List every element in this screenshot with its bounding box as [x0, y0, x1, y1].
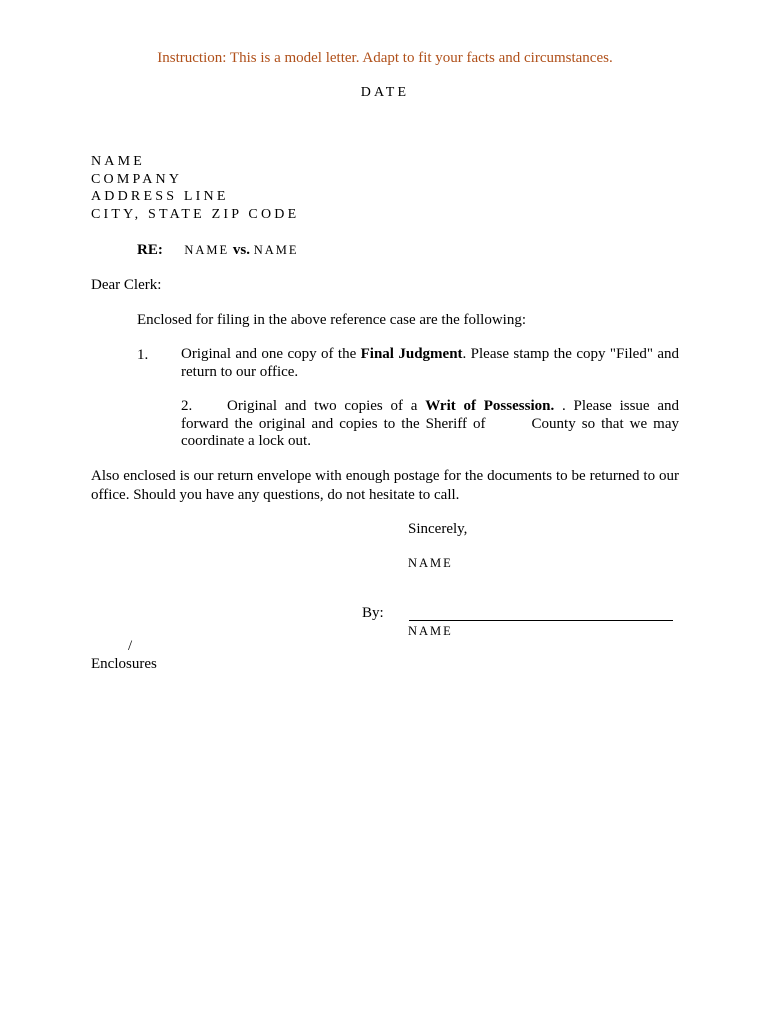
item-1-pre: Original and one copy of the: [181, 346, 361, 362]
re-party-1: NAME: [184, 243, 230, 257]
item-2-post-2: County so that we may coordinate a lock out.: [181, 415, 679, 449]
re-party-2: NAME: [253, 243, 299, 257]
sign-off: Sincerely,: [408, 521, 468, 537]
recipient-address: ADDRESS LINE: [91, 189, 229, 204]
item-1-post: . Please stamp the copy "Filed" and return to our office.: [181, 346, 679, 380]
recipient-company: COMPANY: [91, 172, 183, 187]
by-label: By:: [362, 605, 384, 621]
item-1-number: 1.: [137, 347, 149, 363]
instruction-note: Instruction: This is a model letter. Adapt to fit your facts and circumstances.: [157, 50, 613, 66]
item-1-text: [181, 346, 679, 381]
by-name: NAME: [408, 624, 453, 638]
signer-name: NAME: [408, 556, 453, 570]
initials-slash: /: [128, 638, 133, 654]
item-2-document: Writ of Possession.: [425, 398, 555, 414]
item-2-pre: Original and two copies of a: [227, 398, 426, 414]
item-2-post: . Please issue and forward the original and copies to the Sheriff of: [181, 398, 679, 432]
item-2-number: 2.: [181, 398, 193, 414]
re-label: RE:: [137, 242, 163, 258]
recipient-city: CITY, STATE ZIP CODE: [91, 207, 300, 222]
closing-paragraph: Also enclosed is our return envelope with enough postage for the documents to be returned to our office. Should you have any questions, do not hesitate to call.: [91, 468, 679, 503]
item-1-document: Final Judgment: [360, 346, 463, 362]
intro-paragraph: Enclosed for filing in the above reference case are the following:: [137, 312, 526, 328]
item-2-text: [181, 398, 679, 451]
re-line: [137, 241, 299, 259]
enclosures-label: Enclosures: [91, 656, 157, 672]
salutation: Dear Clerk:: [91, 277, 162, 293]
re-vs: vs.: [232, 242, 250, 258]
date-field: DATE: [360, 85, 410, 100]
signature-line: [409, 620, 673, 621]
recipient-name: NAME: [91, 154, 146, 169]
